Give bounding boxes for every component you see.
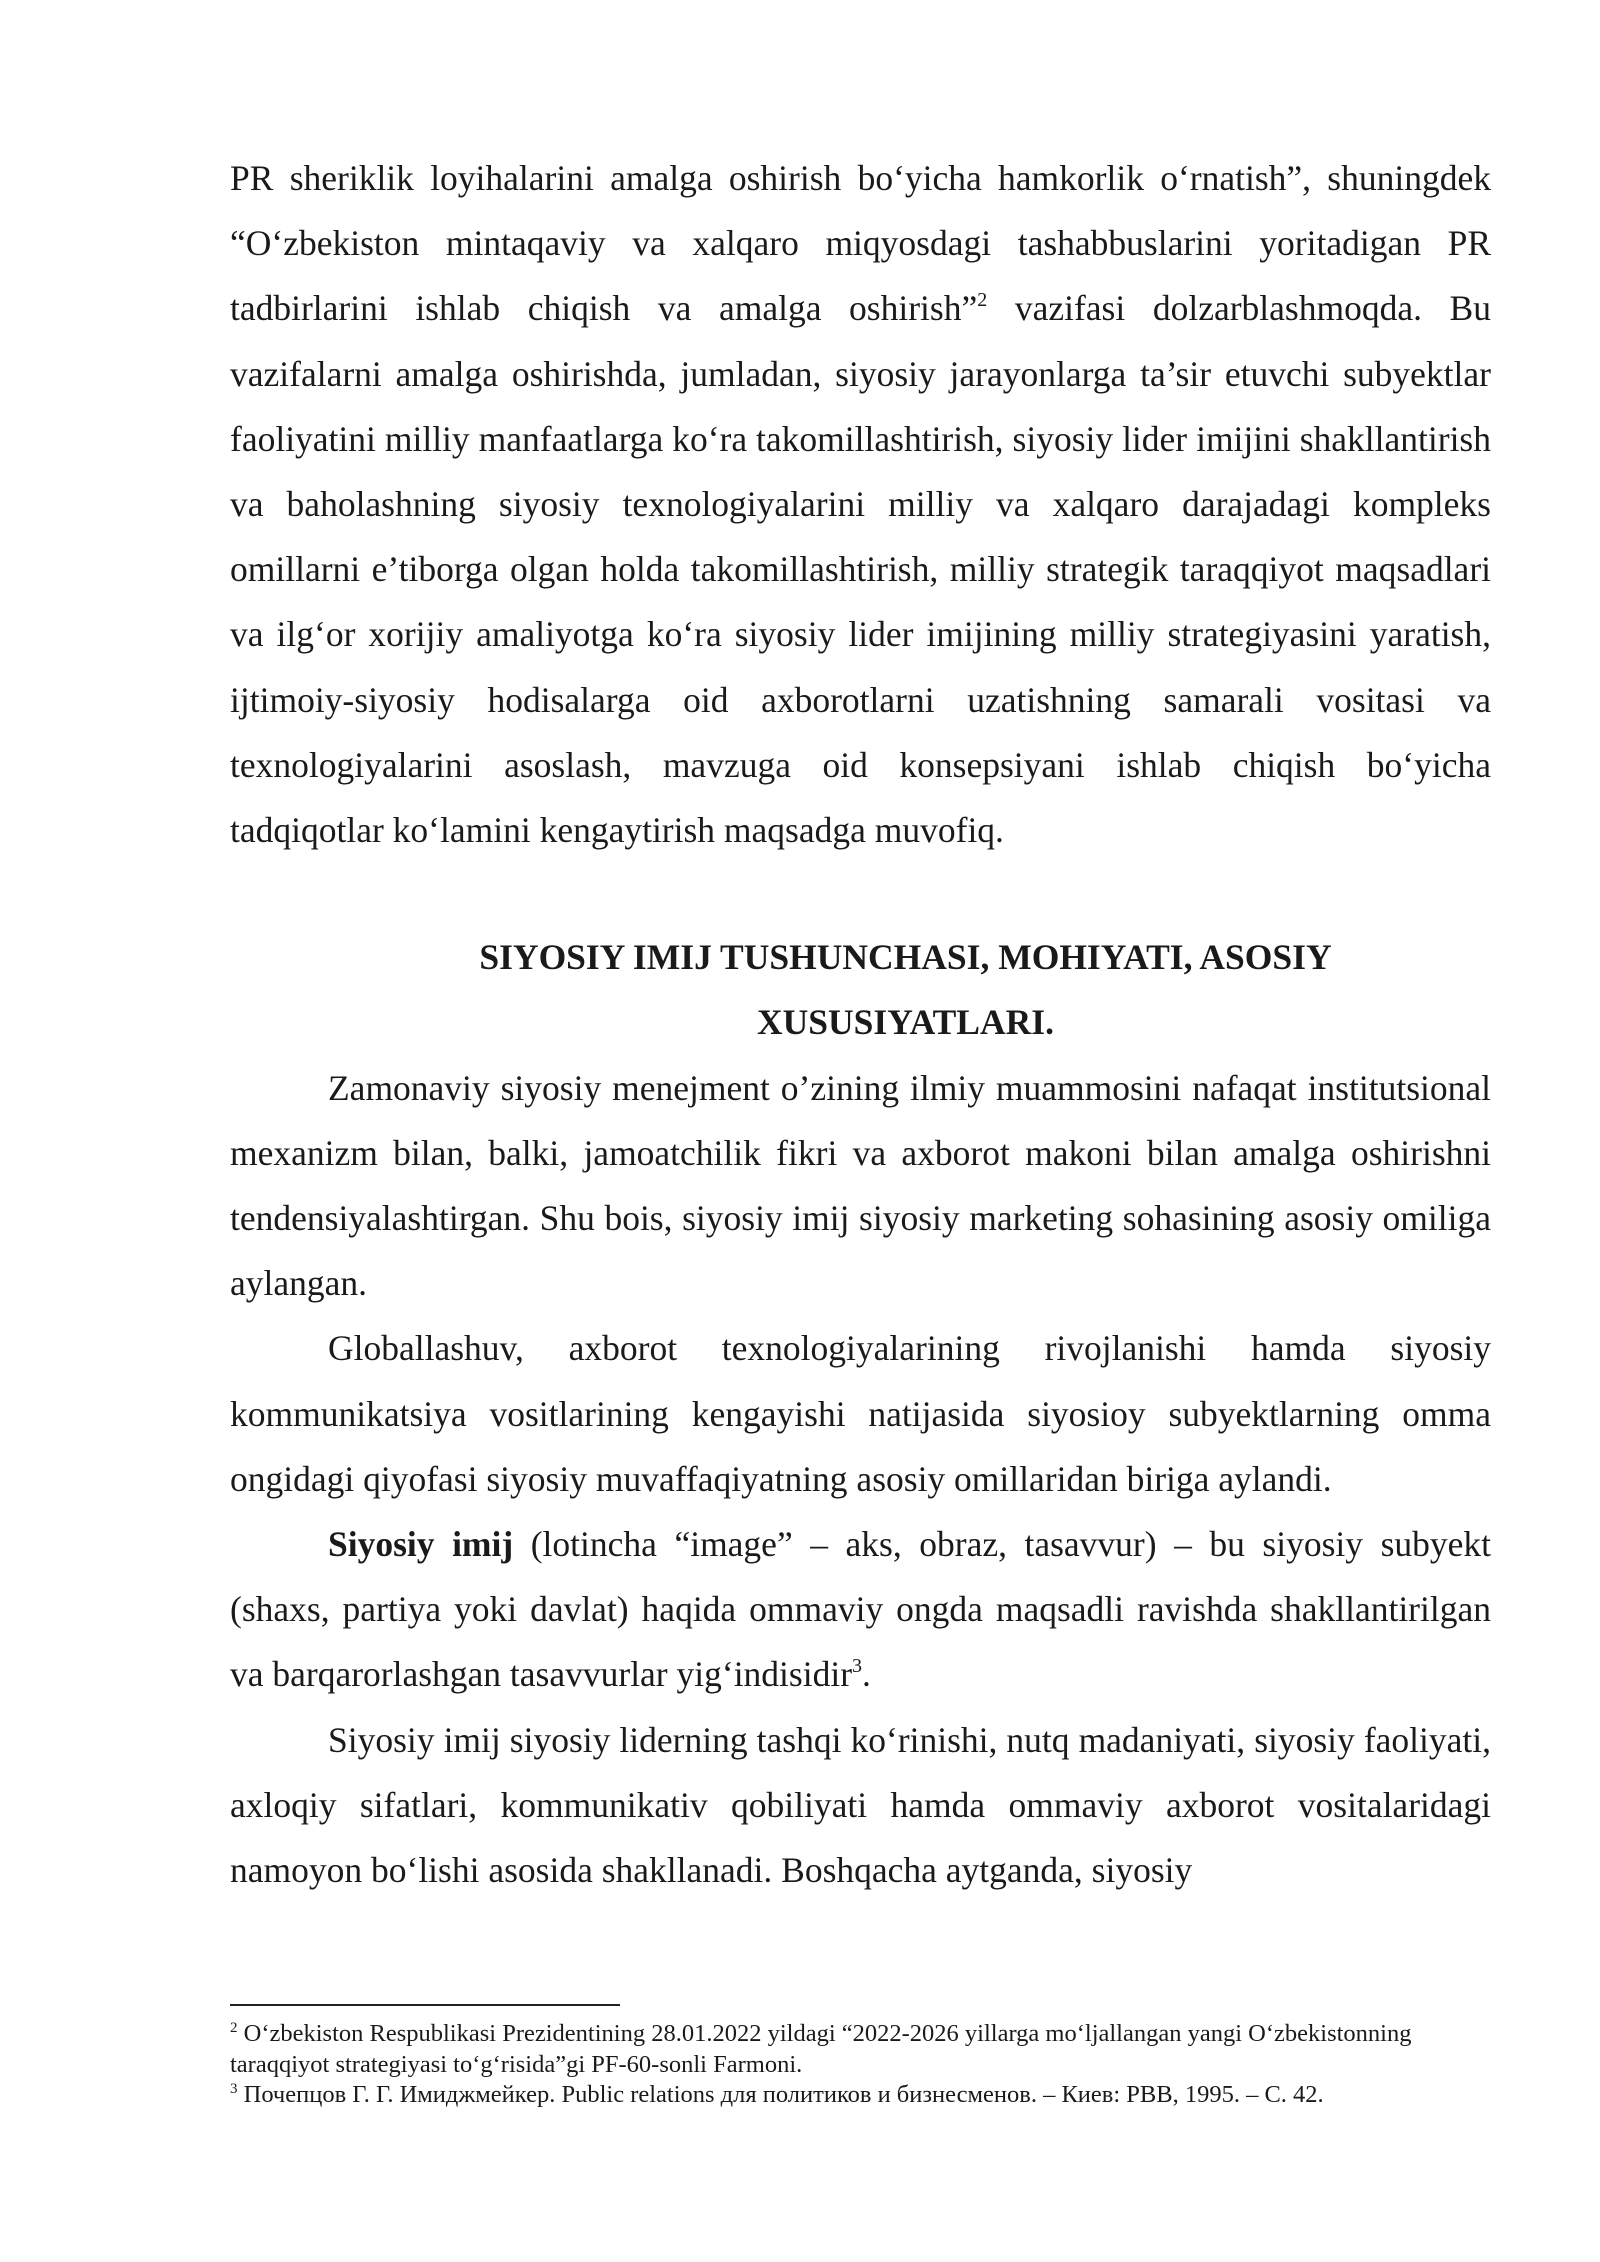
footnote-2-number: 2 bbox=[230, 2020, 238, 2036]
footnote-2-text: O‘zbekiston Respublikasi Prezidentining 28.01.2022 yildagi “2022-2026 yillarga mo‘ljallangan yangi O‘zbekistonning taraqqiyot strategiyasi to‘g‘risida”gi PF-60-sonli Farmoni. bbox=[230, 2020, 1412, 2078]
intro-paragraph bbox=[230, 146, 1491, 863]
footnote-ref-3[interactable]: 3 bbox=[852, 1655, 863, 1678]
footnote-2 bbox=[230, 2019, 1491, 2080]
footnote-separator bbox=[230, 2004, 620, 2006]
intro-text-part1: PR sheriklik loyihalarini amalga oshirish bo‘yicha hamkorlik o‘rnatish”, shuningdek “O‘zbekiston mintaqaviy va xalqaro miqyosdagi tashabbuslarini yoritadigan PR tadbirlarini ishlab chiqish va amalga oshirish” bbox=[230, 158, 1491, 329]
footnote-3 bbox=[230, 2080, 1491, 2111]
paragraph-4: Siyosiy imij siyosiy liderning tashqi ko‘rinishi, nutq madaniyati, siyosiy faoliyati, axloqiy sifatlari, kommunikativ qobiliyati hamda ommaviy axborot vositalaridagi namoyon bo‘lishi asosida shakllanadi. Boshqacha aytganda, siyosiy bbox=[230, 1719, 1491, 1891]
intro-text-part2: vazifasi dolzarblashmoqda. Bu vazifalarni amalga oshirishda, jumladan, siyosiy jarayonlarga ta’sir etuvchi subyektlar faoliyatini milliy manfaatlarga ko‘ra takomillashtirish, siyosiy lider imijini shakllantirish va baholashning siyosiy texnologiyalarini milliy va xalqaro darajadagi kompleks omillarni e’tiborga olgan holda takomillashtirish, milliy strategik taraqqiyot maqsadlari va ilg‘or xorijiy amaliyotga ko‘ra siyosiy lider imijining milliy strategiyasini yaratish, ijtimoiy-siyosiy hodisalarga oid axborotlarni uzatishning samarali vositasi va texnologiyalarini asoslash, mavzuga oid konsepsiyani ishlab chiqish bo‘yicha tadqiqotlar ko‘lamini kengaytirish maqsadga muvofiq. bbox=[230, 288, 1491, 851]
paragraph-3-text: (lotincha “image” – aks, obraz, tasavvur) – bu siyosiy subyekt (shaxs, partiya yoki davlat) haqida ommaviy ongda maqsadli ravishda shakllantirilgan va barqarorlashgan tasavvurlar yig‘indisidir bbox=[230, 1524, 1492, 1695]
section-heading-line1: SIYOSIY IMIJ TUSHUNCHASI, MOHIYATI, ASOSIY bbox=[479, 937, 1332, 978]
footnotes bbox=[230, 2019, 1491, 2111]
section-heading-line2: XUSUSIYATLARI. bbox=[757, 1002, 1054, 1043]
section-heading bbox=[230, 925, 1491, 1055]
document-body bbox=[230, 146, 1491, 1903]
footnote-3-number: 3 bbox=[230, 2081, 238, 2097]
footnote-3-text: Почепцов Г. Г. Имиджмейкер. Public relations для политиков и бизнесменов. – Киев: РВВ, 1995. – С. 42. bbox=[237, 2081, 1324, 2108]
term-siyosiy-imij: Siyosiy imij bbox=[328, 1524, 514, 1565]
paragraph-3 bbox=[230, 1512, 1491, 1708]
footnote-ref-2[interactable]: 2 bbox=[977, 289, 988, 312]
paragraph-3-end: . bbox=[862, 1654, 871, 1695]
paragraph-1: Zamonaviy siyosiy menejment o’zining ilmiy muammosini nafaqat institutsional mexanizm bilan, balki, jamoatchilik fikri va axborot makoni bilan amalga oshirishni tendensiyalashtirgan. Shu bois, siyosiy imij siyosiy marketing sohasining asosiy omiliga aylangan. bbox=[230, 1067, 1491, 1304]
paragraph-2: Globallashuv, axborot texnologiyalarining rivojlanishi hamda siyosiy kommunikatsiya vositlarining kengayishi natijasida siyosioy subyektlarning omma ongidagi qiyofasi siyosiy muvaffaqiyatning asosiy omillaridan biriga aylandi. bbox=[230, 1328, 1491, 1499]
